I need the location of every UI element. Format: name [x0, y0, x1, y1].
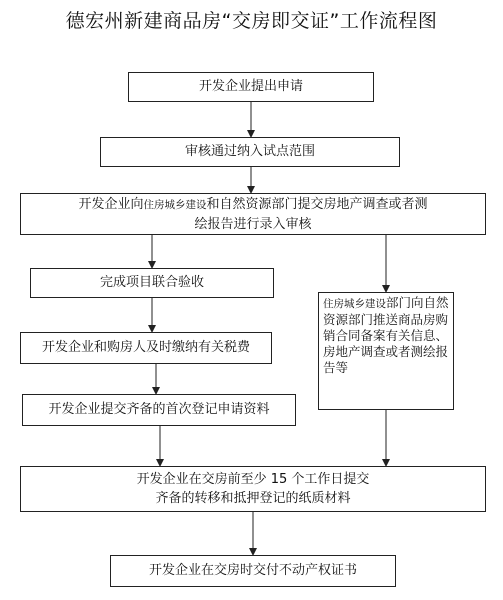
step3-text-line2: 绘报告进行录入审核: [194, 216, 312, 232]
step-deliver-certificate-label: 开发企业在交房时交付不动产权证书: [148, 563, 357, 578]
step-submit-survey-report-text: [78, 195, 427, 234]
step-approved-pilot-label: 审核通过纳入试点范围: [184, 144, 315, 159]
step-submit-application-label: 开发企业提出申请: [198, 79, 303, 94]
step-push-contract-info-text: [323, 295, 449, 376]
page-title: 德宏州新建商品房“交房即交证”工作流程图: [65, 10, 438, 32]
step-deliver-certificate: [110, 555, 396, 587]
step-approved-pilot: [100, 137, 400, 167]
step-submit-transfer-materials-text: [137, 470, 370, 508]
step-first-registration: [22, 394, 296, 426]
step-submit-application: [128, 72, 374, 102]
step7-text-part-a: 住房城乡建设: [323, 298, 386, 310]
step8-text-line2: 齐备的转移和抵押登记的纸质材料: [155, 491, 351, 506]
step-submit-transfer-materials: [20, 466, 486, 512]
step-first-registration-label: 开发企业提交齐备的首次登记申请资料: [48, 402, 270, 417]
step-push-contract-info: [318, 292, 454, 410]
step-pay-taxes: [20, 332, 272, 364]
step3-text-part-b: 住房城乡建设: [143, 198, 207, 211]
step-joint-acceptance-label: 完成项目联合验收: [99, 275, 204, 290]
step8-text-line1: 开发企业在交房前至少 15 个工作日提交: [136, 472, 370, 487]
step3-text-part-c: 和自然资源部门提交房地产调查或者测: [206, 196, 428, 212]
step7-text-part-b: 部门向自然资源部门推送商品房购销合同备案有关信息、房地产调查或者测绘报告等: [323, 295, 449, 375]
step3-text-part-a: 开发企业向: [78, 196, 144, 212]
step-pay-taxes-label: 开发企业和购房人及时缴纳有关税费: [41, 340, 250, 355]
step-joint-acceptance: [30, 268, 274, 298]
step-submit-survey-report: [20, 193, 486, 235]
